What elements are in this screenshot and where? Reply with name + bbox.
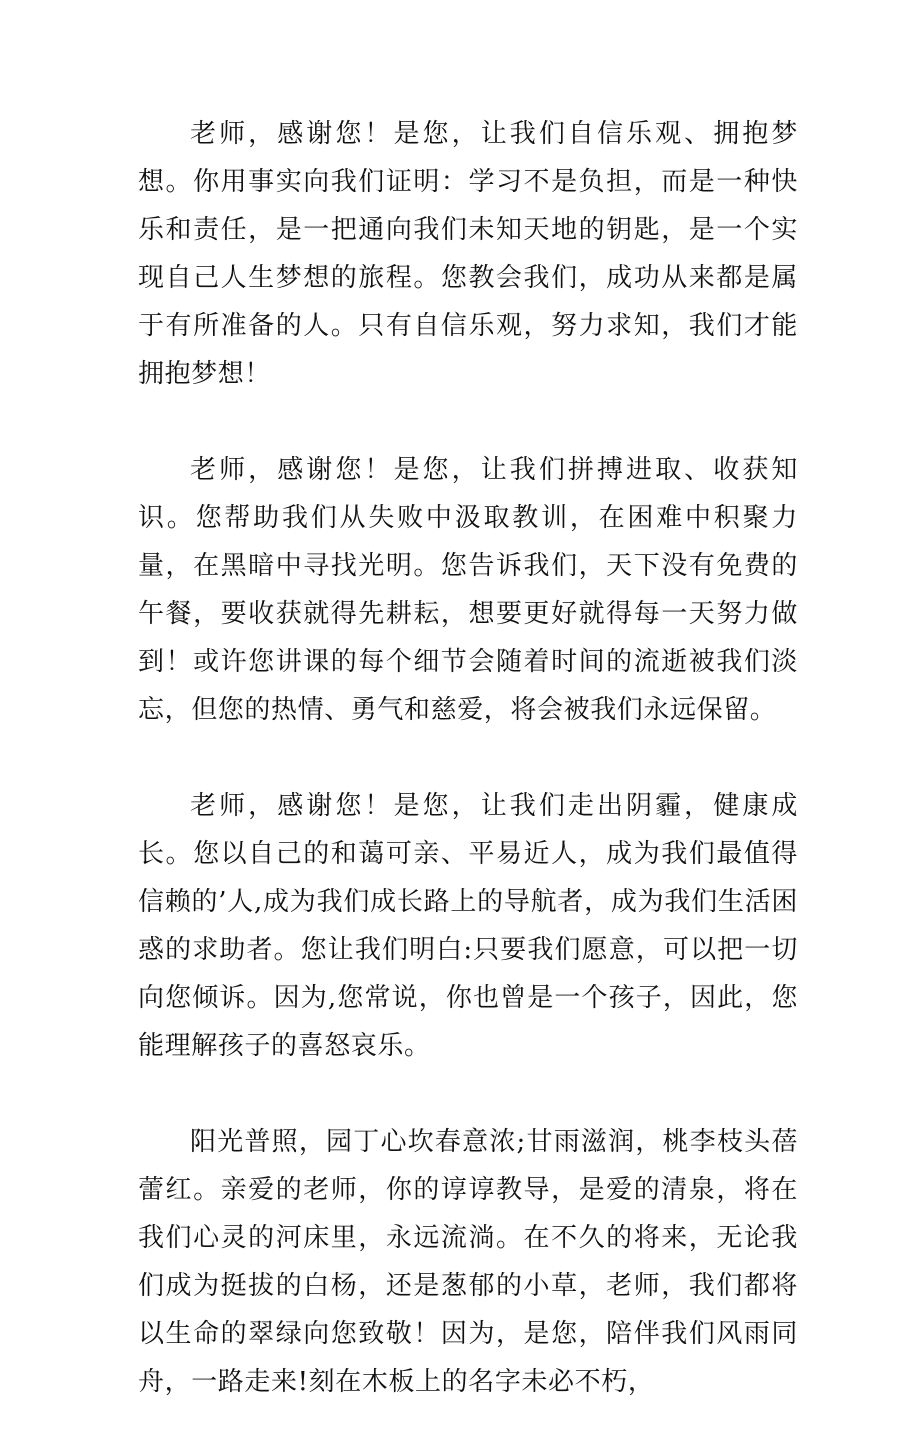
paragraph-4: 阳光普照，园丁心坎春意浓;甘雨滋润，桃李枝头蓓蕾红。亲爱的老师，你的谆谆教导，是爱的清泉，将在我们心灵的河床里，永远流淌。在不久的将来，无论我们成为挺拔的白杨，还是葱郁的小草，老师，我们都将以生命的翠绿向您致敬！因为，是您，陪伴我们风雨同舟，一路走来!刻在木板上的名字未必不朽， [138,1127,798,1397]
document-body [138,110,798,1454]
paragraph-1: 老师，感谢您！是您，让我们自信乐观、拥抱梦想。你用事实向我们证明：学习不是负担，而是一种快乐和责任，是一把通向我们未知天地的钥匙，是一个实现自己人生梦想的旅程。您教会我们，成功从来都是属于有所准备的人。只有自信乐观，努力求知，我们才能拥抱梦想！ [138,119,798,389]
paragraph-2: 老师，感谢您！是您，让我们拼搏进取、收获知识。您帮助我们从失败中汲取教训，在困难中积聚力量，在黑暗中寻找光明。您告诉我们，天下没有免费的午餐，要收获就得先耕耘，想要更好就得每一天努力做到！或许您讲课的每个细节会随着时间的流逝被我们淡忘，但您的热情、勇气和慈爱，将会被我们永远保留。 [138,455,798,725]
paragraph-3: 老师，感谢您！是您，让我们走出阴霾，健康成长。您以自己的和蔼可亲、平易近人，成为我们最值得信赖的’人,成为我们成长路上的导航者，成为我们生活困惑的求助者。您让我们明白:只要我们愿意，可以把一切向您倾诉。因为,您常说，你也曾是一个孩子，因此，您能理解孩子的喜怒哀乐。 [138,791,798,1061]
